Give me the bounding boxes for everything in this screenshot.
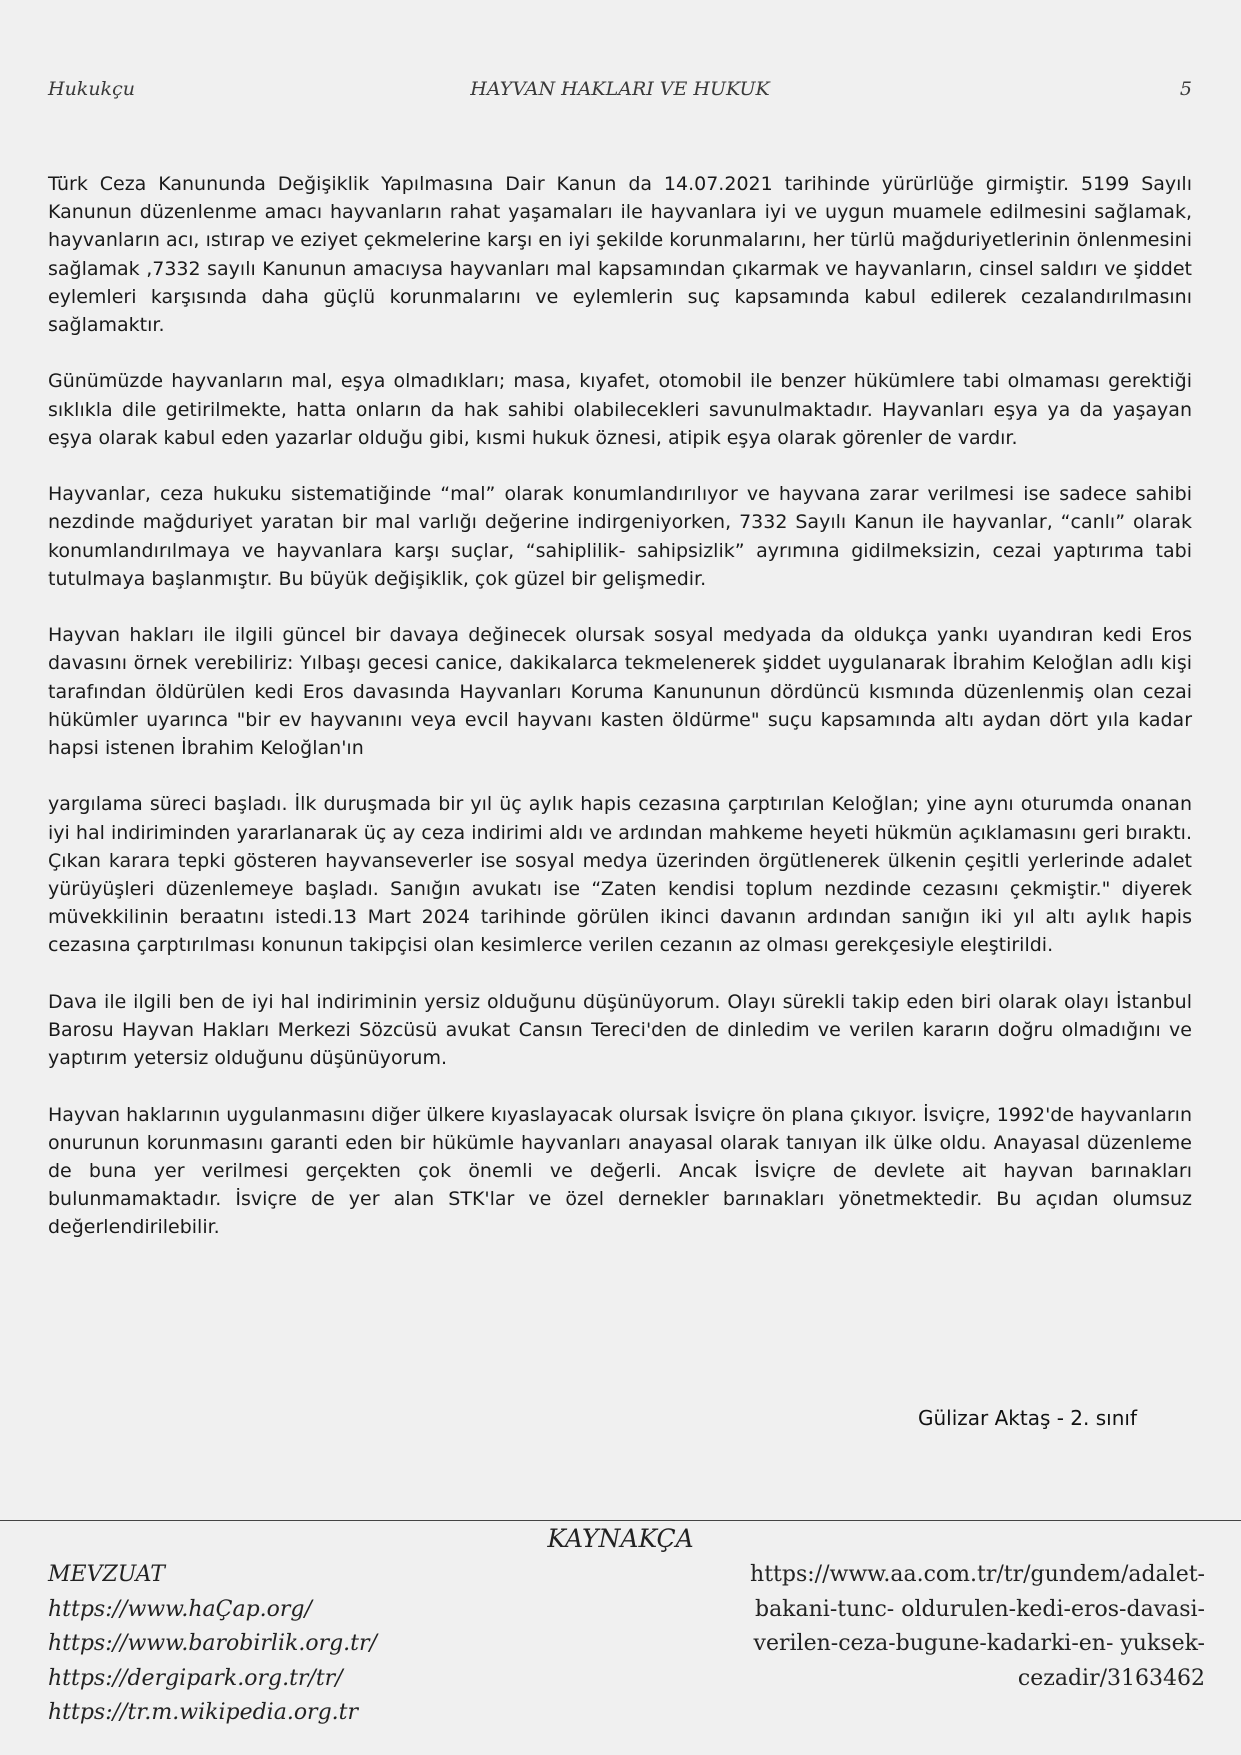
publication-name: Hukukçu bbox=[48, 78, 135, 100]
footer-divider bbox=[0, 1520, 1241, 1521]
reference-url-line[interactable]: https://www.aa.com.tr/tr/gundem/adalet- bbox=[750, 1562, 1205, 1587]
paragraph-1: Türk Ceza Kanununda Değişiklik Yapılmasına Dair Kanun da 14.07.2021 tarihinde yürürlüğe girmiştir. 5199 Sayılı Kanunun düzenlenme amacı hayvanların rahat yaşamaları ile hayvanlara iyi ve uygun muamele edilmesini sağlamak, hayvanların acı, ıstırap ve eziyet çekmelerine karşı en iyi şekilde korunmalarını, her türlü mağduriyetlerinin önlenmesini sağlamak ,7332 sayılı Kanunun amacıysa hayvanları mal kapsamından çıkarmak ve hayvanların, cinsel saldırı ve şiddet eylemleri karşısında daha güçlü korunmalarını ve eylemlerin suç kapsamında kabul edilerek cezalandırılmasını sağlamaktır. bbox=[48, 173, 1192, 337]
paragraph-7: Hayvan haklarının uygulanmasını diğer ülkere kıyaslayacak olursak İsviçre ön plana çıkıyor. İsviçre, 1992'de hayvanların onurunun korunmasını garanti eden bir hükümle hayvanları anayasal olarak tanıyan ilk ülke oldu. Anayasal düzenleme de buna yer verilmesi gerçekten çok önemli ve değerli. Ancak İsviçre de devlete ait hayvan barınakları bulunmamaktadır. İsviçre de yer alan STK'lar ve özel dernekler barınakları yönetmektedir. Bu açıdan olumsuz değerlendirilebilir. bbox=[48, 1103, 1192, 1239]
reference-url-line[interactable]: verilen-ceza-bugune-kadarki-en- yuksek- bbox=[753, 1631, 1205, 1656]
references-left-column bbox=[48, 1558, 377, 1731]
paragraph-3: Hayvanlar, ceza hukuku sistematiğinde “mal” olarak konumlandırılıyor ve hayvana zarar verilmesi ise sadece sahibi nezdinde mağduriyet yaratan bir mal varlığı değerine indirgeniyorken, 7332 Sayılı Kanun ile hayvanlar, “canlı” olarak konumlandırılmaya ve hayvanlara karşı suçlar, “sahiplilik- sahipsizlik” ayrımına gidilmeksizin, cezai yaptırıma tabi tutulmaya başlanmıştır. Bu büyük değişiklik, çok güzel bir gelişmedir. bbox=[48, 483, 1192, 590]
paragraph-6: Dava ile ilgili ben de iyi hal indiriminin yersiz olduğunu düşünüyorum. Olayı sürekli takip eden biri olarak olayı İstanbul Barosu Hayvan Hakları Merkezi Sözcüsü avukat Cansın Tereci'den de dinledim ve verilen kararın doğru olmadığını ve yaptırım yetersiz olduğunu düşünüyorum. bbox=[48, 990, 1192, 1070]
reference-link[interactable]: https://dergipark.org.tr/tr/ bbox=[48, 1665, 343, 1691]
references-title: KAYNAKÇA bbox=[547, 1524, 694, 1553]
reference-link[interactable]: https://www.barobirlik.org.tr/ bbox=[48, 1631, 377, 1656]
author-byline: Gülizar Aktaş - 2. sınıf bbox=[917, 1406, 1137, 1430]
paragraph-4: Hayvan hakları ile ilgili güncel bir davaya değinecek olursak sosyal medyada da oldukça yankı uyandıran kedi Eros davasını örnek verebiliriz: Yılbaşı gecesi canice, dakikalarca tekmelenerek şiddet uygulanarak İbrahim Keloğlan adlı kişi tarafından öldürülen kedi Eros davasında Hayvanları Koruma Kanununun dördüncü kısmında düzenlenmiş olan cezai hükümler uyarınca "bir ev hayvanını veya evcil hayvanı kasten öldürme" suçu kapsamında altı aydan dört yıla kadar hapsi istenen İbrahim Keloğlan'ın bbox=[48, 624, 1192, 760]
section-title: HAYVAN HAKLARI VE HUKUK bbox=[470, 78, 770, 100]
references-right-column bbox=[725, 1558, 1205, 1696]
article-body bbox=[48, 170, 1192, 1270]
running-header bbox=[48, 78, 1192, 108]
reference-link[interactable]: https://tr.m.wikipedia.org.tr bbox=[48, 1700, 359, 1725]
reference-link[interactable]: https://www.haÇap.org/ bbox=[48, 1596, 312, 1622]
paragraph-5: yargılama süreci başladı. İlk duruşmada bir yıl üç aylık hapis cezasına çarptırılan Keloğlan; yine aynı oturumda onanan iyi hal indiriminden yararlanarak üç ay ceza indirimi aldı ve ardından mahkeme heyeti hükmün açıklamasını geri bıraktı. Çıkan karara tepki gösteren hayvanseverler ise sosyal medya üzerinden örgütlenerek ülkenin çeşitli yerlerinde adalet yürüyüşleri düzenlemeye başladı. Sanığın avukatı ise “Zaten kendisi toplum nezdinde cezasını çekmiştir." diyerek müvekkilinin beraatını istedi.13 Mart 2024 tarihinde görülen ikinci davanın ardından sanığın iki yıl altı aylık hapis cezasına çarptırılması konunun takipçisi olan kesimlerce verilen cezanın az olması gerekçesiyle eleştirildi. bbox=[48, 793, 1192, 957]
reference-url-line[interactable]: bakani-tunc- oldurulen-kedi-eros-davasi- bbox=[754, 1596, 1205, 1622]
page-number: 5 bbox=[1179, 78, 1192, 100]
paragraph-2: Günümüzde hayvanların mal, eşya olmadıkları; masa, kıyafet, otomobil ile benzer hükümlere tabi olmaması gerektiği sıklıkla dile getirilmekte, hatta onların da hak sahibi olabilecekleri savunulmaktadır. Hayvanları eşya ya da yaşayan eşya olarak kabul eden yazarlar olduğu gibi, kısmi hukuk öznesi, atipik eşya olarak görenler de vardır. bbox=[48, 370, 1192, 449]
references-heading: MEVZUAT bbox=[48, 1562, 165, 1587]
reference-url-line[interactable]: cezadir/3163462 bbox=[1017, 1665, 1205, 1691]
